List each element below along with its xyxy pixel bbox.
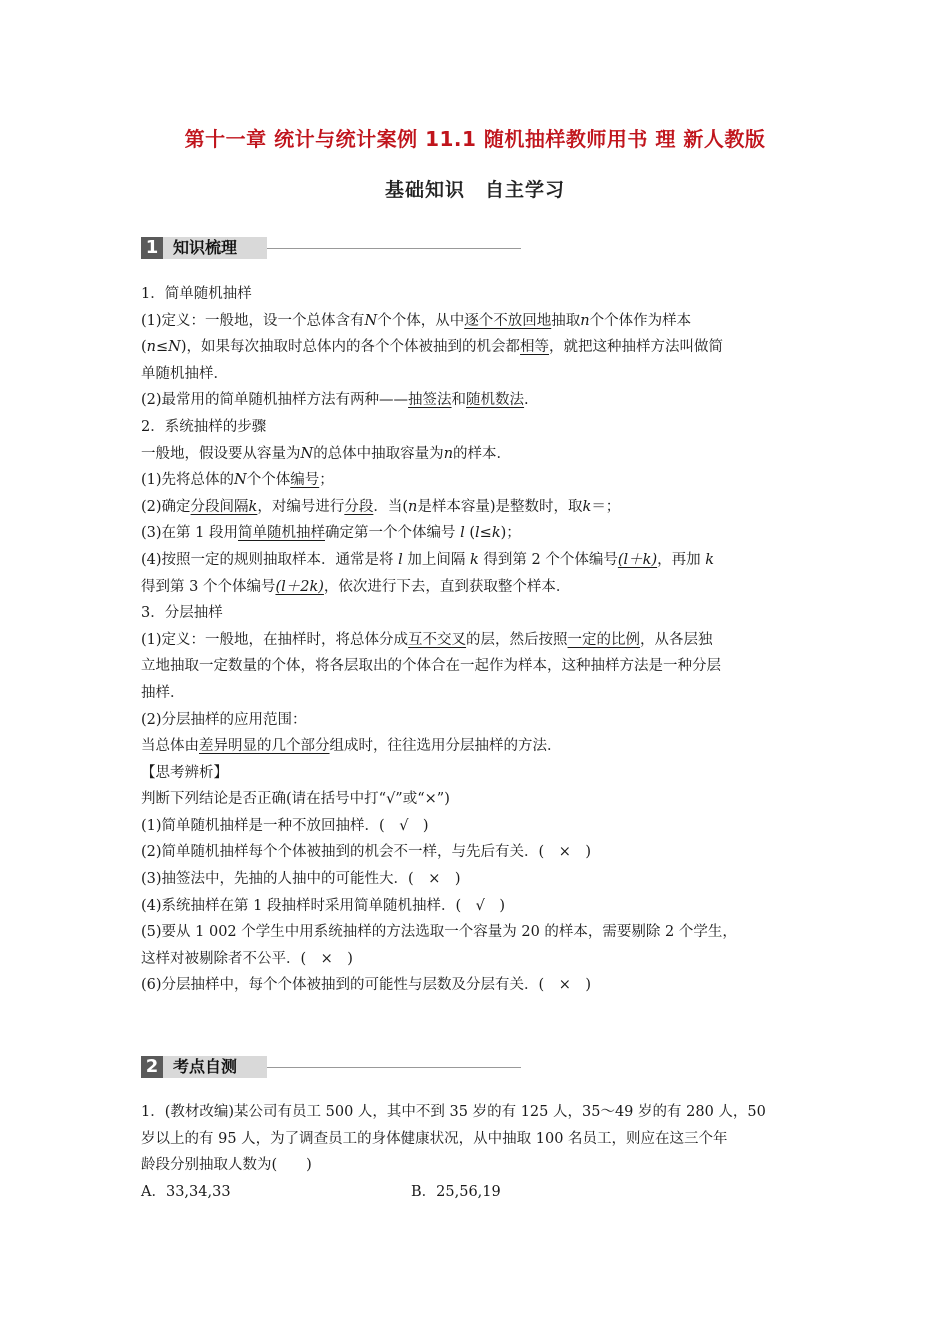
heading-stratified: 3．分层抽样 [141,605,223,622]
def-simple-random-3: 单随机抽样． [141,365,228,382]
sys-step-3: (3)在第 1 段用简单随机抽样确定第一个个体编号 l (l≤k)； [141,525,521,542]
document-subtitle: 基础知识 自主学习 [384,179,565,201]
sys-step-2: (2)确定分段间隔k，对编号进行分段．当(n是样本容量)是整数时，取k＝； [141,498,621,515]
str-scope-detail: 当总体由差异明显的几个部分组成时，往往选用分层抽样的方法． [141,738,562,755]
judge-item-4: (4)系统抽样在第 1 段抽样时采用简单随机抽样．( √ ) [141,897,506,914]
def-simple-random-2: (n≤N)，如果每次抽取时总体内的各个个体被抽到的机会都相等，就把这种抽样方法叫做简 [141,339,724,356]
section-label: 知识梳理 [173,238,238,257]
judge-item-5: (5)要从 1 002 个学生中用系统抽样的方法选取一个容量为 20 的样本，需要剔除 2 个学生， [141,924,737,941]
def-simple-random-1: (1)定义：一般地，设一个总体含有N个个体，从中逐个不放回地抽取n个个体作为样本 [141,312,692,329]
answer-underline: 编号 [290,472,320,489]
answer-underline: (l＋2k) [275,578,324,595]
section-label: 考点自测 [173,1057,238,1076]
answer-underline: 抽签法 [408,392,452,409]
section-number: 2 [141,1056,163,1078]
section-rule [267,248,521,249]
answer-underline: 分段 [344,498,374,515]
think-heading: 【思考辨析】 [141,764,228,781]
answer-underline: 逐个不放回地 [464,312,552,329]
str-def-1: (1)定义：一般地，在抽样时，将总体分成互不交叉的层，然后按照一定的比例，从各层独 [141,631,713,648]
judge-item-3: (3)抽签法中，先抽的人抽中的可能性大．( × ) [141,871,461,888]
section-selftest-content [141,1099,813,1205]
answer-underline: 随机数法 [466,392,525,409]
judge-item-1: (1)简单随机抽样是一种不放回抽样．( √ ) [141,817,429,834]
sys-intro: 一般地，假设要从容量为N的总体中抽取容量为n的样本． [141,445,512,462]
judge-item-6: (6)分层抽样中，每个个体被抽到的可能性与层数及分层有关．( × ) [141,977,592,994]
answer-underline: 相等 [520,339,550,356]
sys-step-4b: 得到第 3 个个体编号(l＋2k)，依次进行下去，直到获取整个样本． [141,578,571,595]
option-b: B．25,56,19 [411,1183,501,1200]
answer-underline: 分段间隔k [190,498,258,515]
answer-underline: 一定的比例 [567,631,641,648]
sys-step-4: (4)按照一定的规则抽取样本．通常是将 l 加上间隔 k 得到第 2 个个体编号(l＋k)，再加 k [141,551,715,568]
section-number: 1 [141,237,163,259]
problem-1-line-3: 龄段分别抽取人数为( ) [141,1157,312,1174]
answer-underline: 简单随机抽样 [237,525,325,542]
heading-systematic: 2．系统抽样的步骤 [141,418,267,435]
answer-underline: (l＋k) [617,551,658,568]
section-knowledge-content [141,281,813,999]
problem-1-line-2: 岁以上的有 95 人，为了调查员工的身体健康状况，从中抽取 100 名员工，则应在这三个年 [141,1130,728,1147]
answer-underline: 差异明显的几个部分 [199,738,330,755]
sys-step-1: (1)先将总体的N个个体编号； [141,472,334,489]
judge-item-5b: 这样对被剔除者不公平．( × ) [141,950,353,967]
methods-line: (2)最常用的简单随机抽样方法有两种——抽签法和随机数法. [141,392,529,409]
option-a: A．33,34,33 [141,1183,231,1200]
problem-1-options [141,1179,813,1206]
section-header-knowledge [141,237,521,259]
str-def-2: 立地抽取一定数量的个体，将各层取出的个体合在一起作为样本，这种抽样方法是一种分层 [141,658,721,675]
section-header-selftest [141,1056,521,1078]
judge-item-2: (2)简单随机抽样每个个体被抽到的机会不一样，与先后有关．( × ) [141,844,592,861]
answer-underline: 互不交叉 [408,631,467,648]
str-def-3: 抽样． [141,684,185,701]
heading-simple-random: 1．简单随机抽样 [141,286,252,302]
str-scope: (2)分层抽样的应用范围： [141,711,307,728]
problem-1-line-1: 1．(教材改编)某公司有员工 500 人，其中不到 35 岁的有 125 人，35～49 岁的有 280 人，50 [141,1104,766,1120]
document-title: 第十一章 统计与统计案例 11.1 随机抽样教师用书 理 新人教版 [184,127,766,151]
judge-instruction: 判断下列结论是否正确(请在括号中打“√”或“×”) [141,791,450,808]
section-rule [267,1067,521,1068]
